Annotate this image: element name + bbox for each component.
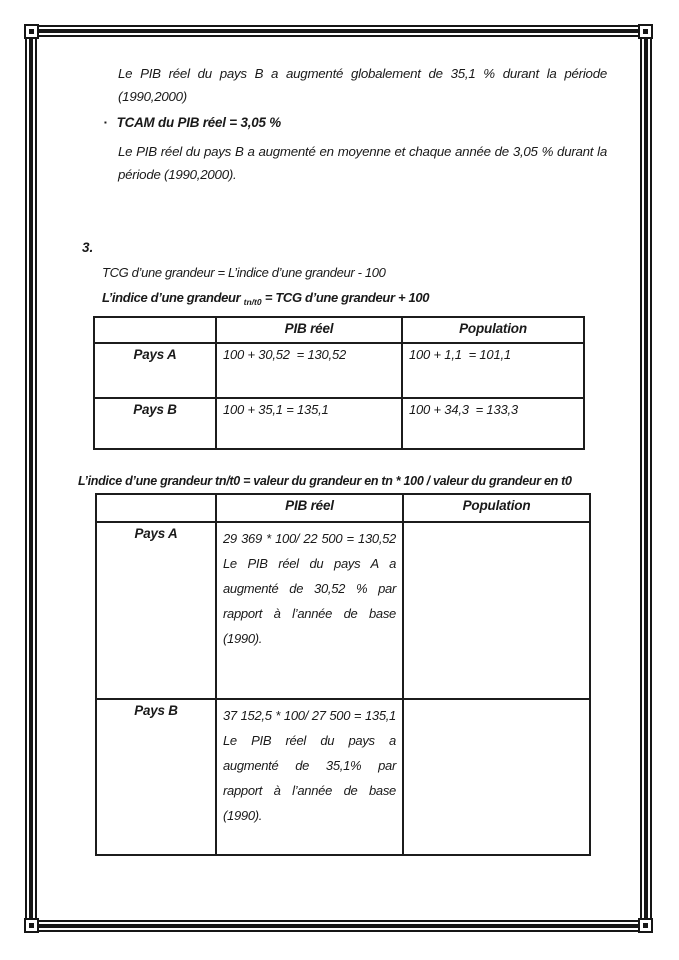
table-row [94, 343, 584, 398]
text-line: augmenté de 35,1% par [223, 758, 396, 773]
table1-cell-pays-a-population: 100 + 1,1 = 101,1 [402, 343, 584, 398]
corner-ornament-bottom-left-icon [24, 918, 39, 933]
text-line: Le PIB réel du pays B a augmenté en moyenne et chaque année de 3,05 % durant la [118, 144, 607, 159]
table1-row-label-pays-b: Pays B [94, 398, 216, 449]
table-row [96, 522, 590, 699]
table1-cell-pays-b-population: 100 + 34,3 = 133,3 [402, 398, 584, 449]
table-indices [93, 316, 585, 450]
table2-header-pib-reel: PIB réel [216, 494, 403, 522]
formula-indice-subscript [102, 290, 429, 307]
table-header-row [94, 317, 584, 343]
table2-cell-pays-a-pib [216, 522, 403, 699]
table2-header-empty [96, 494, 216, 522]
table1-header-population: Population [402, 317, 584, 343]
text-line: rapport à l’année de base [223, 783, 396, 798]
text-line: (1990). [223, 631, 263, 646]
text-line: période (1990,2000). [118, 167, 237, 182]
bullet-item-tcam [104, 115, 604, 130]
corner-ornament-top-left-icon [24, 24, 39, 39]
table2-cell-pays-a-population [403, 522, 590, 699]
paragraph-pib-annual-growth [118, 140, 607, 186]
table1-cell-pays-b-pib: 100 + 35,1 = 135,1 [216, 398, 402, 449]
text-line: 29 369 * 100/ 22 500 = 130,52 [223, 531, 396, 546]
table2-row-label-pays-b: Pays B [96, 699, 216, 855]
corner-ornament-bottom-right-icon [638, 918, 653, 933]
table2-cell-pays-b-population [403, 699, 590, 855]
table1-cell-pays-a-pib: 100 + 30,52 = 130,52 [216, 343, 402, 398]
table1-header-empty [94, 317, 216, 343]
paragraph-pib-global-growth [118, 62, 607, 108]
table-header-row [96, 494, 590, 522]
text-line: 37 152,5 * 100/ 27 500 = 135,1 [223, 708, 396, 723]
table2-cell-pays-b-pib [216, 699, 403, 855]
table2-row-label-pays-a: Pays A [96, 522, 216, 699]
text-line: augmenté de 30,52 % par [223, 581, 396, 596]
table2-header-population: Population [403, 494, 590, 522]
corner-ornament-top-right-icon [638, 24, 653, 39]
bullet-item-label: TCAM du PIB réel = 3,05 % [116, 115, 281, 130]
table-row [94, 398, 584, 449]
text-line: (1990). [223, 808, 263, 823]
text-line: Le PIB réel du pays B a augmenté globalement de 35,1 % durant la période [118, 66, 607, 81]
table-row [96, 699, 590, 855]
text-line: (1990,2000) [118, 89, 187, 104]
formula-indice-prefix: L’indice d’une grandeur [102, 290, 244, 305]
text-line: rapport à l’année de base [223, 606, 396, 621]
table1-row-label-pays-a: Pays A [94, 343, 216, 398]
text-line: Le PIB réel du pays a [223, 733, 396, 748]
text-line: Le PIB réel du pays A a [223, 556, 396, 571]
table1-header-pib-reel: PIB réel [216, 317, 402, 343]
formula-indice-suffix: = TCG d’une grandeur + 100 [261, 290, 430, 305]
bullet-square-icon: ▪ [104, 118, 107, 127]
formula-indice-definition: L’indice d’une grandeur tn/t0 = valeur du grandeur en tn * 100 / valeur du grandeur en t0 [78, 474, 572, 488]
table-indices-calculation [95, 493, 591, 856]
formula-indice-sub: tn/t0 [243, 297, 262, 307]
formula-tcg: TCG d’une grandeur = L’indice d’une grandeur - 100 [102, 265, 386, 280]
section-number: 3. [82, 240, 94, 255]
